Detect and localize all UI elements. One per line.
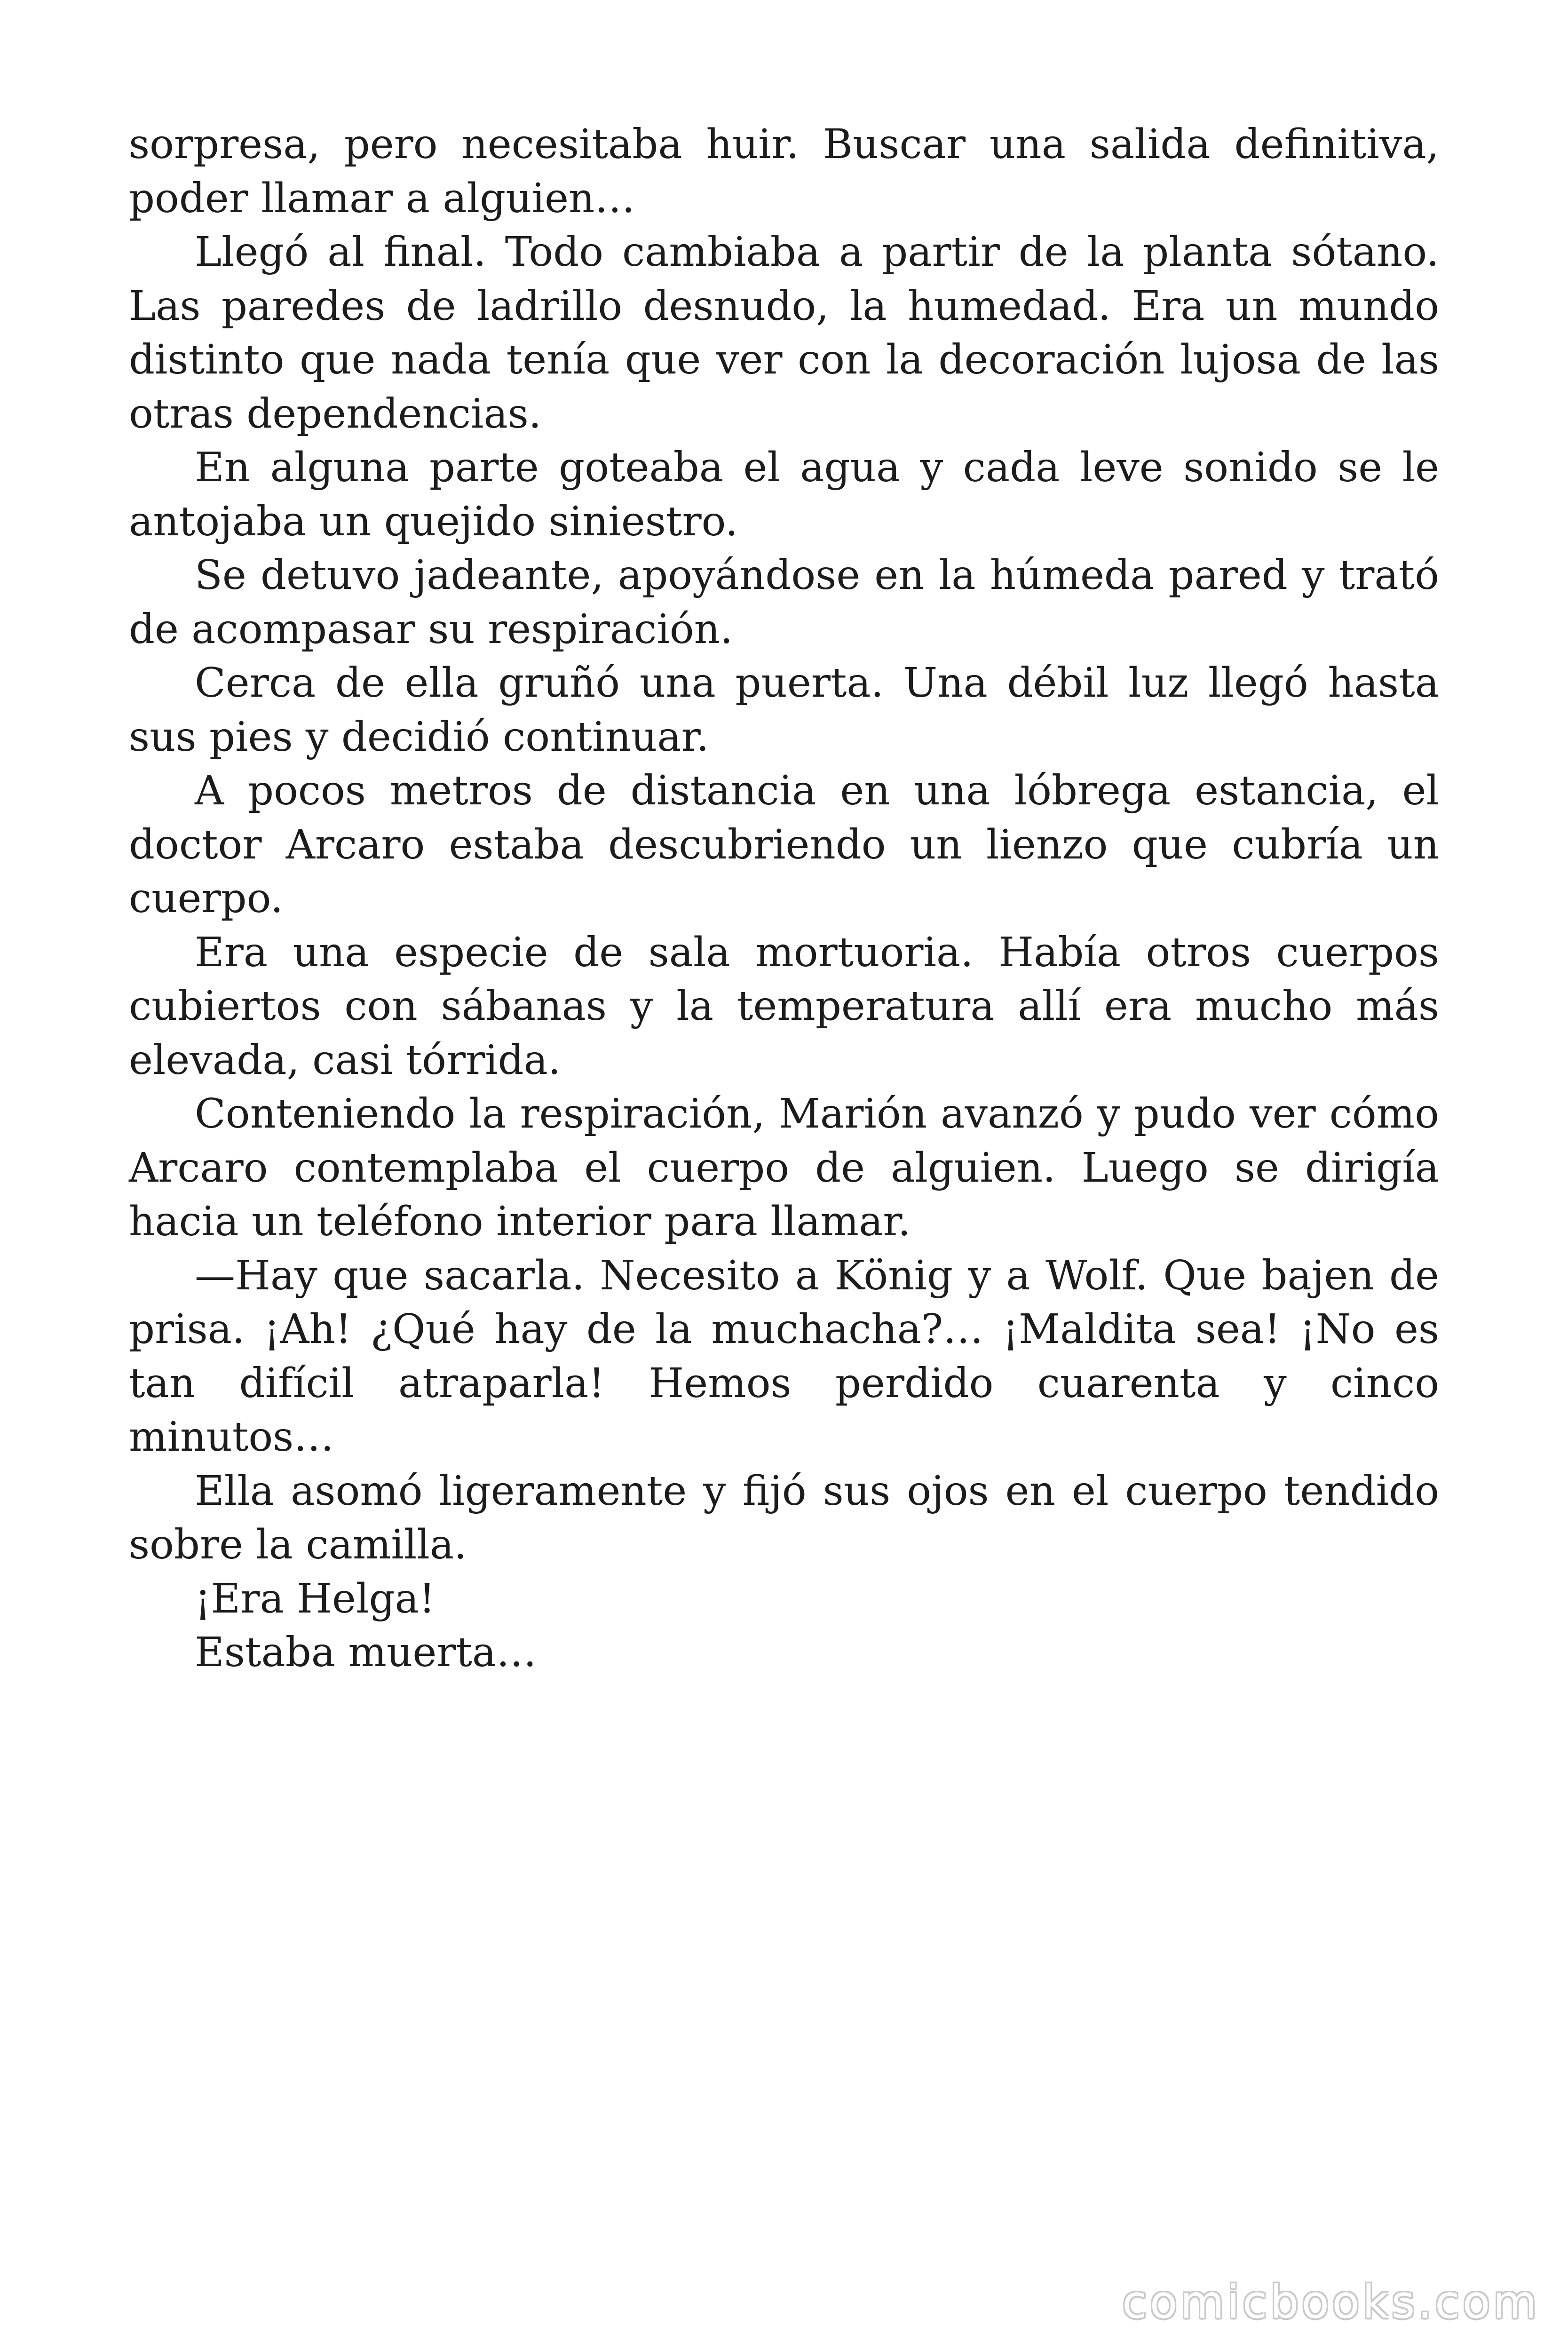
paragraph-continued: sorpresa, pero necesitaba huir. Buscar una salida definitiva, poder llamar a alguien… (129, 121, 1439, 222)
paragraph: Se detuvo jadeante, apoyándose en la húmeda pared y trató de acompasar su respiración. (129, 552, 1439, 653)
page-text (129, 118, 1439, 1680)
watermark: comicbooks.com (1122, 2276, 1540, 2328)
paragraph: Llegó al final. Todo cambiaba a partir de la planta sótano. Las paredes de ladrillo desnudo, la humedad. Era un mundo distinto que nada tenía que ver con la decoración lujosa de las otras dependencias. (129, 229, 1439, 437)
dialogue-paragraph: —Hay que sacarla. Necesito a König y a Wolf. Que bajen de prisa. ¡Ah! ¿Qué hay de la muchacha?… ¡Maldita sea! ¡No es tan difícil atraparla! Hemos perdido cuarenta y cinco minutos… (129, 1252, 1439, 1461)
paragraph: A pocos metros de distancia en una lóbrega estancia, el doctor Arcaro estaba descubriendo un lienzo que cubría un cuerpo. (129, 767, 1439, 922)
paragraph: Era una especie de sala mortuoria. Había otros cuerpos cubiertos con sábanas y la temperatura allí era mucho más elevada, casi tórrida. (129, 929, 1439, 1084)
paragraph: Conteniendo la respiración, Marión avanzó y pudo ver cómo Arcaro contemplaba el cuerpo de alguien. Luego se dirigía hacia un teléfono interior para llamar. (129, 1090, 1439, 1245)
paragraph: En alguna parte goteaba el agua y cada leve sonido se le antojaba un quejido siniestro. (129, 444, 1439, 545)
paragraph: ¡Era Helga! (195, 1575, 436, 1622)
paragraph: Ella asomó ligeramente y fijó sus ojos en el cuerpo tendido sobre la camilla. (129, 1467, 1439, 1568)
paragraph: Estaba muerta… (195, 1629, 537, 1676)
paragraph: Cerca de ella gruñó una puerta. Una débil luz llegó hasta sus pies y decidió continuar. (129, 660, 1439, 761)
